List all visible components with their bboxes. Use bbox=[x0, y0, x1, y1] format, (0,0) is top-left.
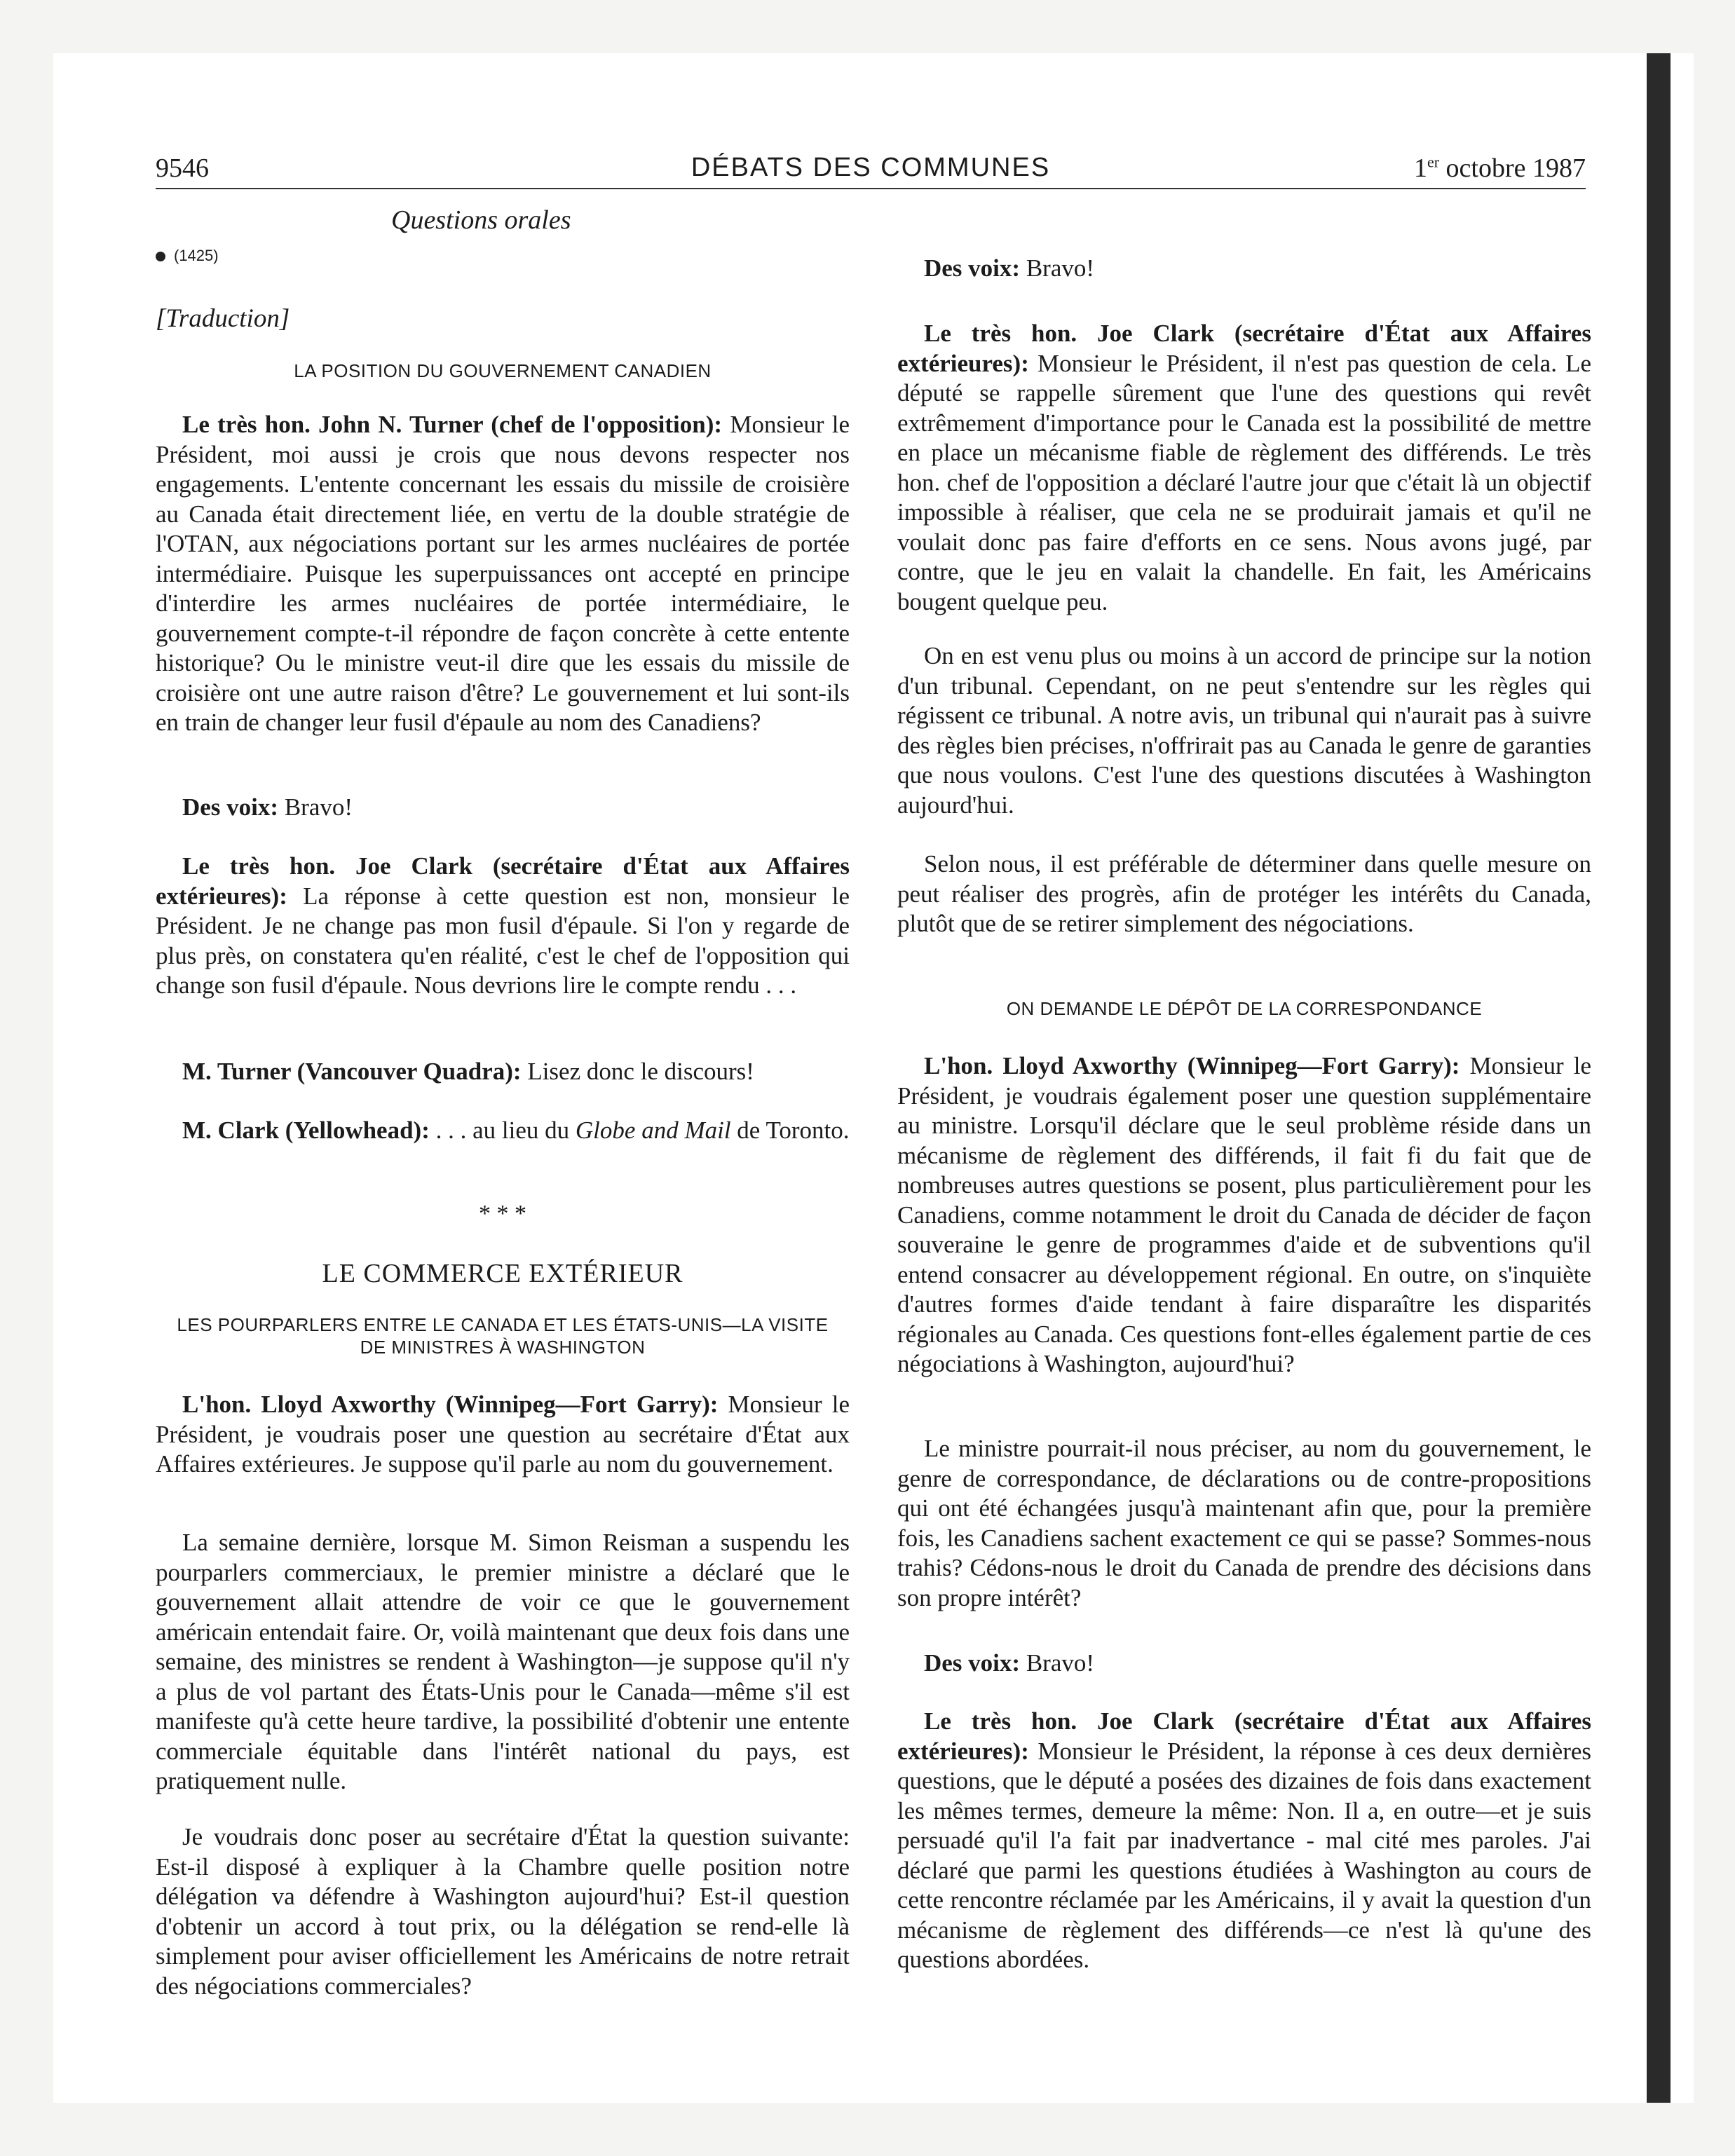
translation-tag: [Traduction] bbox=[156, 304, 290, 333]
bullet-icon bbox=[156, 252, 165, 261]
section-label: Questions orales bbox=[391, 205, 571, 235]
speech-axworthy-1: L'hon. Lloyd Axworthy (Winnipeg—Fort Garry): Monsieur le Président, je voudrais poser une question au secrétaire d'État aux Affaires extérieures. Je suppose qu'il parle au nom du gouvernement. bbox=[156, 1391, 850, 1478]
heading-correspondence: ON DEMANDE LE DÉPÔT DE LA CORRESPONDANCE bbox=[1006, 998, 1483, 1019]
speech-clark-3-p2: On en est venu plus ou moins à un accord de principe sur la notion d'un tribunal. Cependant, on ne peut s'entendre sur les règles qui régissent ce tribunal. A notre avis, un tribunal qui n'aurait pas à suivre des règles bien précises, n'offrirait pas au Canada le genre de garanties que nous voulons. C'est l'une des questions discutées à Washington aujourd'hui. bbox=[897, 642, 1591, 819]
header-rule bbox=[156, 188, 1586, 189]
speech-clark-4: Le très hon. Joe Clark (secrétaire d'État aux Affaires extérieures): Monsieur le Président, la réponse à ces deux dernières questions, que le député a posées des dizaines de fois dans exactement les mêmes termes, demeure la même: Non. Il a, en outre—et je suis persuadé qu'il l'a fait par inadvertance - mal cité mes paroles. J'ai déclaré que parmi les questions étudiées à Washington au cours de cette rencontre réclamée par les Américains, il y avait la question d'un mécanisme de règlement des différends—ce n'est là qu'une des questions abordées. bbox=[897, 1707, 1591, 1973]
publication-date: 1er octobre 1987 bbox=[1413, 153, 1586, 183]
publication-title: DÉBATS DES COMMUNES bbox=[690, 153, 1051, 182]
speech-clark-3: Le très hon. Joe Clark (secrétaire d'État aux Affaires extérieures): Monsieur le Président, il n'est pas question de cela. Le député se rappelle sûrement que l'une des questions qui revêt extrêmement d'importance pour le Canada est la possibilité de mettre en place un mécanisme fiable de règlement des différends. Le très hon. chef de l'opposition a déclaré l'autre jour que c'était là un objectif impossible à réaliser, que cela ne se produirait jamais et qu'il ne voulait donc pas faire d'efforts en ce sens. Nous avons jugé, par contre, que le jeu en valait la chandelle. En fait, les Américains bougent quelque peu. bbox=[897, 320, 1591, 615]
page-number: 9546 bbox=[156, 153, 209, 183]
speech-clark-3-p3: Selon nous, il est préférable de déterminer dans quelle mesure on peut réaliser des progrès, afin de protéger les intérêts du Canada, plutôt que de se retirer simplement des négociations. bbox=[897, 850, 1591, 937]
speech-clark-1: Le très hon. Joe Clark (secrétaire d'État aux Affaires extérieures): La réponse à cette question est non, monsieur le Président. Je ne change pas mon fusil d'épaule. Si l'on y regarde de plus près, on constatera qu'en réalité, c'est le chef de l'opposition qui change son fusil d'épaule. Nous devrions lire le compte rendu . . . bbox=[156, 852, 850, 999]
time-marker: (1425) bbox=[156, 247, 850, 265]
heading-foreign-trade: LE COMMERCE EXTÉRIEUR bbox=[322, 1259, 683, 1288]
speech-turner-2: M. Turner (Vancouver Quadra): Lisez donc le discours! bbox=[182, 1058, 754, 1085]
speech-turner: Le très hon. John N. Turner (chef de l'opposition): Monsieur le Président, moi aussi je crois que nous devons respecter nos engagements. L'entente concernant les essais du missile de croisière au Canada était directement liée, en vertu de la double stratégie de l'OTAN, aux négociations portant sur les armes nucléaires de portée intermédiaire. Puisque les superpuissances ont accepté en principe d'interdire les armes nucléaires de portée intermédiaire, le gouvernement compte-t-il répondre de façon concrète à cette entente historique? Ou le ministre veut-il dire que les essais du missile de croisière ont une autre raison d'être? Le gouvernement et lui sont-ils en train de changer leur fusil d'épaule au nom des Canadiens? bbox=[156, 411, 850, 736]
speech-axworthy-1-p2: La semaine dernière, lorsque M. Simon Reisman a suspendu les pourparlers commerciaux, le premier ministre a déclaré que le gouvernement allait attendre de voir ce que le gouvernement américain entendait faire. Or, voilà maintenant que deux fois dans une semaine, des ministres se rendent à Washington—je suppose qu'il n'y a plus de vol partant des États-Unis pour le Canada—même s'il est manifeste qu'à cette heure tardive, la possibilité d'obtenir une entente commerciale équitable dans l'intérêt national du pays, est pratiquement nulle. bbox=[156, 1529, 850, 1794]
heading-talks: LES POURPARLERS ENTRE LE CANADA ET LES ÉTATS-UNIS—LA VISITE DE MINISTRES À WASHINGTON bbox=[177, 1314, 829, 1358]
speech-voices-2: Des voix: Bravo! bbox=[924, 254, 1095, 282]
section-separator: * * * bbox=[479, 1201, 526, 1227]
speech-voices-1: Des voix: Bravo! bbox=[182, 793, 353, 821]
speech-voices-3: Des voix: Bravo! bbox=[924, 1649, 1095, 1677]
speech-axworthy-2: L'hon. Lloyd Axworthy (Winnipeg—Fort Garry): Monsieur le Président, je voudrais également poser une question supplémentaire au ministre. Lorsqu'il déclare que le seul problème réside dans un mécanisme de règlement des différends, il fait fi du fait que de nombreuses autres questions se posent, plus particulièrement pour les Canadiens, comme notamment le droit du Canada de décider de façon souveraine le genre de programmes d'aide et de subventions qu'il entend consacrer au développement régional. En outre, on s'inquiète d'autres formes d'aide tendant à faire disparaître les disparités régionales au Canada. Ces questions font-elles également partie de ces négociations à Washington, aujourd'hui? bbox=[897, 1052, 1591, 1377]
page-header bbox=[156, 153, 1586, 188]
speech-axworthy-1-p3: Je voudrais donc poser au secrétaire d'État la question suivante: Est-il disposé à expliquer à la Chambre quelle position notre délégation va défendre à Washington aujourd'hui? Est-il question d'obtenir un accord à tout prix, ou la délégation se rend-elle là simplement pour aviser officiellement les Américains de notre retrait des négociations commerciales? bbox=[156, 1823, 850, 2000]
heading-government-position: LA POSITION DU GOUVERNEMENT CANADIEN bbox=[294, 360, 712, 381]
speech-clark-2: M. Clark (Yellowhead): . . . au lieu du Globe and Mail de Toronto. bbox=[182, 1117, 850, 1144]
speech-axworthy-2-p2: Le ministre pourrait-il nous préciser, au nom du gouvernement, le genre de correspondance, de déclarations ou de contre-propositions qui ont été échangées jusqu'à maintenant afin que, pour la première fois, les Canadiens sachent exactement ce qui se passe? Sommes-nous trahis? Cédons-nous le droit du Canada de prendre des décisions dans son propre intérêt? bbox=[897, 1435, 1591, 1611]
scan-edge-bar bbox=[1647, 53, 1671, 2103]
